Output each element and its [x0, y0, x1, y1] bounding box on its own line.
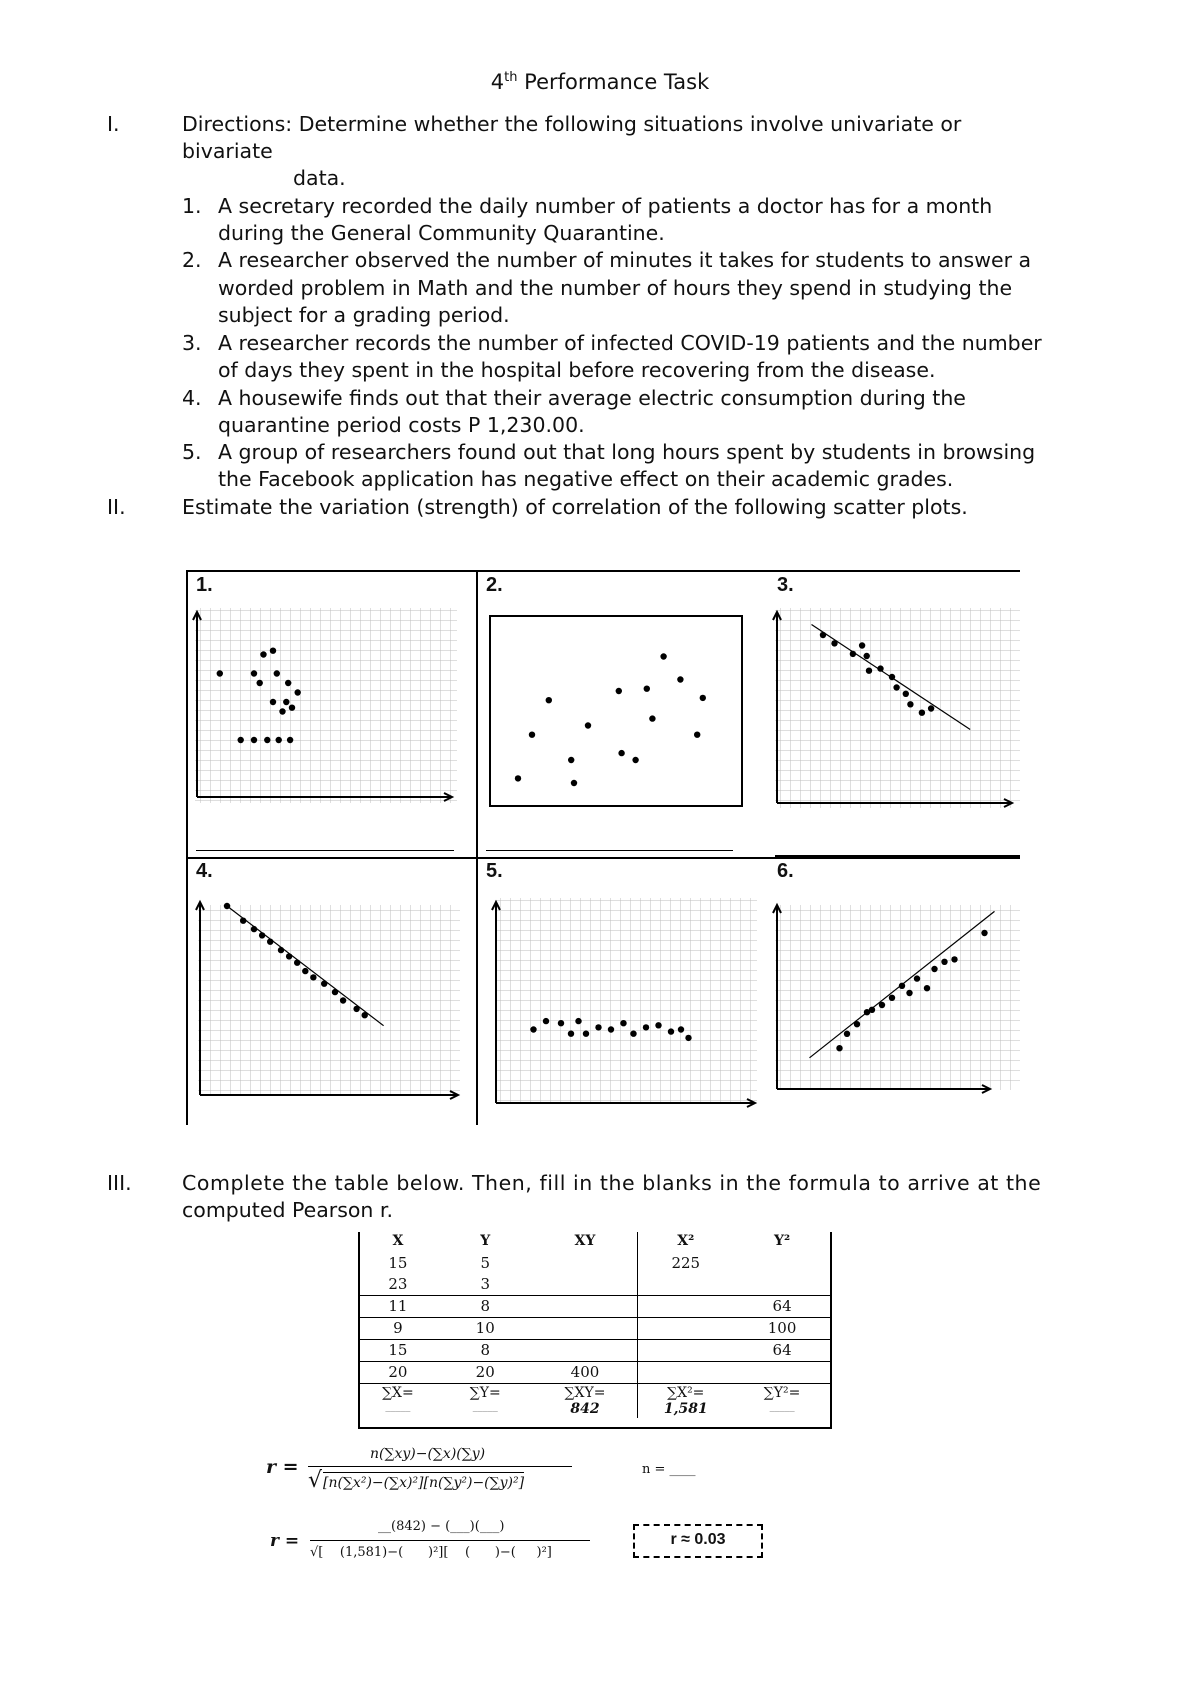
- sum-value: 1,581: [663, 1401, 708, 1417]
- plot-4-point: [321, 981, 327, 987]
- plot-2-label: 2.: [486, 574, 503, 596]
- table-cell: 11: [388, 1297, 408, 1315]
- plot-2-point: [529, 732, 535, 738]
- plot-1-point: [251, 737, 257, 743]
- plot-5-point: [668, 1028, 674, 1034]
- col-x2-header: X²: [677, 1233, 695, 1249]
- item-3-number: 3.: [182, 331, 202, 355]
- item-3-line-2: of days they spent in the hospital before recovering from the disease.: [218, 358, 936, 382]
- plot-5-point: [608, 1026, 614, 1032]
- plot-5-point: [685, 1035, 691, 1041]
- plot-6-point: [889, 995, 895, 1001]
- plot-2-point: [515, 775, 521, 781]
- plot-5-point: [595, 1024, 601, 1030]
- plot-3-point: [866, 668, 872, 674]
- formula-fraction-bar: [308, 1466, 572, 1467]
- plot-6-point: [941, 959, 947, 965]
- table-cell: 8: [480, 1341, 490, 1359]
- table-bottom-border: [358, 1427, 832, 1429]
- table-cell: 64: [772, 1341, 792, 1359]
- sum-label: ∑Y²=: [763, 1385, 801, 1401]
- plot-1-point: [279, 708, 285, 714]
- table-row: [358, 1340, 831, 1362]
- plot-3-point: [889, 674, 895, 680]
- plot-2-point: [568, 757, 574, 763]
- plot-1-point: [251, 670, 257, 676]
- plot-4-point: [278, 947, 284, 953]
- plot-3-point: [893, 684, 899, 690]
- plot-4-point: [332, 989, 338, 995]
- table-cell: 100: [767, 1319, 797, 1337]
- plot-5-point: [678, 1026, 684, 1032]
- plot-3-label: 3.: [777, 574, 794, 596]
- plot-3-point: [919, 710, 925, 716]
- plot-2-point: [546, 697, 552, 703]
- plot-4-point: [259, 932, 265, 938]
- section-3-numeral: III.: [107, 1171, 132, 1195]
- section-3-directions-cont: computed Pearson r.: [182, 1198, 393, 1222]
- plot-4-point: [251, 926, 257, 932]
- plot-2-point: [649, 715, 655, 721]
- section-1-numeral: I.: [107, 112, 120, 136]
- col-y-header: Y: [480, 1233, 491, 1249]
- plot-3-point: [907, 701, 913, 707]
- plot-6-point: [899, 983, 905, 989]
- section-1-directions: Directions: Determine whether the following situations involve univariate or: [182, 112, 962, 136]
- table-cell[interactable]: [638, 1340, 733, 1362]
- plot-4-point: [310, 974, 316, 980]
- item-1-line-1: A secretary recorded the daily number of patients a doctor has for a month: [218, 194, 993, 218]
- table-row: [358, 1296, 831, 1318]
- plot-6-label: 6.: [777, 860, 794, 882]
- table-cell: 64: [772, 1297, 792, 1315]
- table-cell[interactable]: [638, 1296, 733, 1318]
- plot-2-point: [618, 750, 624, 756]
- plot-5-label: 5.: [486, 860, 503, 882]
- sum-label: ∑X=: [382, 1385, 414, 1401]
- plot-3-point: [859, 642, 865, 648]
- sum-cell: [533, 1384, 638, 1419]
- plot-1-label: 1.: [196, 574, 213, 596]
- plot-1-point: [270, 648, 276, 654]
- table-cell: 9: [393, 1319, 403, 1337]
- filled-numerator[interactable]: __(842) − (___)(___): [378, 1519, 505, 1534]
- plot-1-point: [270, 699, 276, 705]
- sum-cell: [638, 1384, 733, 1419]
- table-cell[interactable]: [638, 1274, 733, 1296]
- section-1-directions-cont: bivariate: [182, 139, 273, 163]
- plot-5-point: [568, 1031, 574, 1037]
- item-5-line-1: A group of researchers found out that long hours spent by students in browsing: [218, 440, 1036, 464]
- plot-6-point: [879, 1002, 885, 1008]
- plot-5-point: [643, 1024, 649, 1030]
- table-cell: 225: [671, 1254, 701, 1272]
- col-y2-header: Y²: [774, 1233, 791, 1249]
- sum-label: ∑X²=: [667, 1385, 705, 1401]
- plot-5-point: [543, 1018, 549, 1024]
- plot-2-point: [700, 695, 706, 701]
- item-4-line-1: A housewife finds out that their average electric consumption during the: [218, 386, 966, 410]
- plot-4-point: [302, 968, 308, 974]
- plot-2-point: [585, 722, 591, 728]
- plot-2-point: [571, 780, 577, 786]
- table-cell: 20: [388, 1363, 408, 1381]
- plot-6-point: [981, 930, 987, 936]
- page-title: 4th Performance Task: [490, 70, 710, 94]
- pearson-table: [358, 1232, 831, 1418]
- table-cell: 23: [388, 1275, 408, 1293]
- plot-1-point: [283, 699, 289, 705]
- item-4-number: 4.: [182, 386, 202, 410]
- plot-5-point: [655, 1022, 661, 1028]
- formula-r-label: r =: [266, 1456, 299, 1478]
- table-cell[interactable]: [638, 1362, 733, 1384]
- plot-1-point: [257, 680, 263, 686]
- table-cell[interactable]: [533, 1318, 638, 1340]
- plot-4-point: [294, 960, 300, 966]
- answer-value: r ≈ 0.03: [670, 1531, 726, 1548]
- item-4-line-2: quarantine period costs P 1,230.00.: [218, 413, 585, 437]
- plot-4-point: [224, 903, 230, 909]
- sum-value[interactable]: _____: [385, 1401, 411, 1412]
- plot-6-point: [931, 966, 937, 972]
- plot-1-point: [217, 670, 223, 676]
- col-xy-header: XY: [533, 1232, 638, 1253]
- table-cell[interactable]: [533, 1274, 638, 1296]
- plot-6-point: [844, 1031, 850, 1037]
- plot-3-point: [903, 691, 909, 697]
- sum-cell: [733, 1384, 831, 1419]
- table-cell[interactable]: [533, 1340, 638, 1362]
- table-cell: 10: [475, 1319, 495, 1337]
- table-row: [358, 1274, 831, 1296]
- item-2-line-1: A researcher observed the number of minutes it takes for students to answer a: [218, 248, 1032, 272]
- table-cell: 5: [480, 1254, 490, 1272]
- item-1-line-2: during the General Community Quarantine.: [218, 221, 665, 245]
- table-cell[interactable]: [533, 1253, 638, 1274]
- item-2-line-3: subject for a grading period.: [218, 303, 510, 327]
- plot-5-point: [575, 1018, 581, 1024]
- item-3-line-1: A researcher records the number of infected COVID-19 patients and the number: [218, 331, 1042, 355]
- plot-4-point: [267, 939, 273, 945]
- formula-denominator: [n(∑x²)−(∑x)²][n(∑y²)−(∑y)²]: [323, 1472, 524, 1491]
- plot-4-point: [353, 1006, 359, 1012]
- table-row: [358, 1362, 831, 1384]
- plot-5-point: [530, 1026, 536, 1032]
- plot-2-frame: [490, 616, 742, 806]
- item-5-number: 5.: [182, 440, 202, 464]
- table-cell[interactable]: [638, 1318, 733, 1340]
- sum-value[interactable]: _____: [472, 1401, 498, 1412]
- plot-4-label: 4.: [196, 860, 213, 882]
- table-cell: 15: [388, 1254, 408, 1272]
- plot-2-point: [660, 653, 666, 659]
- plot-6-point: [924, 985, 930, 991]
- table-left-border: [358, 1232, 360, 1428]
- plot-1-point: [276, 737, 282, 743]
- plot-1-point: [274, 670, 280, 676]
- table-cell[interactable]: [733, 1253, 831, 1274]
- table-header-row: [358, 1232, 831, 1253]
- plot-1-point: [260, 651, 266, 657]
- table-cell[interactable]: [533, 1296, 638, 1318]
- section-2-numeral: II.: [107, 495, 126, 519]
- plot-3-point: [831, 640, 837, 646]
- plot-2-point: [632, 757, 638, 763]
- col-x-header: X: [392, 1233, 404, 1249]
- plot-6-point: [951, 956, 957, 962]
- plot-3-point: [820, 632, 826, 638]
- section-2-directions: Estimate the variation (strength) of correlation of the following scatter plots.: [182, 495, 968, 519]
- table-row: [358, 1318, 831, 1340]
- sum-value: 842: [570, 1401, 600, 1417]
- item-1-number: 1.: [182, 194, 202, 218]
- filled-denominator[interactable]: √[ (1,581)−( )²][ ( )−( )²]: [310, 1545, 552, 1560]
- table-cell: 15: [388, 1341, 408, 1359]
- plot-1-point: [289, 705, 295, 711]
- plot-5-grid: [495, 898, 757, 1103]
- plot-1-point: [287, 737, 293, 743]
- plot-3-point: [850, 651, 856, 657]
- plot-2-point: [677, 676, 683, 682]
- plot-3-point: [877, 665, 883, 671]
- filled-r-label: r =: [270, 1531, 300, 1551]
- plot-3-point: [928, 705, 934, 711]
- plot-4-point: [340, 997, 346, 1003]
- plot-2-point: [644, 686, 650, 692]
- plot-1-grid: [195, 608, 457, 803]
- plot-6-point: [869, 1007, 875, 1013]
- plot-5-point: [583, 1031, 589, 1037]
- plot-3-point: [864, 653, 870, 659]
- plot-1-point: [295, 689, 301, 695]
- table-cell: 8: [480, 1297, 490, 1315]
- n-blank[interactable]: n = ____: [642, 1462, 696, 1477]
- table-cell: 20: [475, 1363, 495, 1381]
- plot-1-point: [264, 737, 270, 743]
- sum-cell: [438, 1384, 533, 1419]
- item-5-line-2: the Facebook application has negative effect on their academic grades.: [218, 467, 954, 491]
- filled-fraction-bar: [310, 1540, 590, 1541]
- table-right-border: [830, 1232, 832, 1428]
- sum-label: ∑XY=: [564, 1385, 606, 1401]
- plot-4-point: [362, 1012, 368, 1018]
- formula-numerator: n(∑xy)−(∑x)(∑y): [370, 1446, 486, 1462]
- table-cell[interactable]: [733, 1274, 831, 1296]
- section-1-directions-cont2: data.: [293, 166, 346, 190]
- formula-sqrt-sign: √: [308, 1468, 323, 1493]
- table-row: [358, 1253, 831, 1274]
- plot-6-point: [914, 975, 920, 981]
- plot-6-point: [836, 1045, 842, 1051]
- plot-5-point: [620, 1020, 626, 1026]
- table-cell: 3: [480, 1275, 490, 1293]
- sum-cell: [358, 1384, 438, 1419]
- plot-5-point: [630, 1031, 636, 1037]
- plot-4-point: [286, 953, 292, 959]
- table-cell[interactable]: [733, 1362, 831, 1384]
- plot-5-point: [558, 1020, 564, 1026]
- plot-1-point: [285, 680, 291, 686]
- plot-2-point: [694, 732, 700, 738]
- plot-1-point: [238, 737, 244, 743]
- sum-value[interactable]: _____: [769, 1401, 795, 1412]
- table-sum-row: [358, 1384, 831, 1419]
- plot-4-point: [240, 918, 246, 924]
- plot-6-point: [906, 990, 912, 996]
- item-2-line-2: worded problem in Math and the number of hours they spend in studying the: [218, 276, 1013, 300]
- item-2-number: 2.: [182, 248, 202, 272]
- plot-4-grid: [198, 905, 460, 1095]
- section-3-directions: Complete the table below. Then, fill in the blanks in the formula to arrive at the: [182, 1171, 1042, 1195]
- table-cell: 400: [533, 1362, 638, 1384]
- plot-3-grid: [775, 608, 1020, 808]
- plot-2-point: [616, 688, 622, 694]
- sum-label: ∑Y=: [469, 1385, 501, 1401]
- plot-6-point: [854, 1021, 860, 1027]
